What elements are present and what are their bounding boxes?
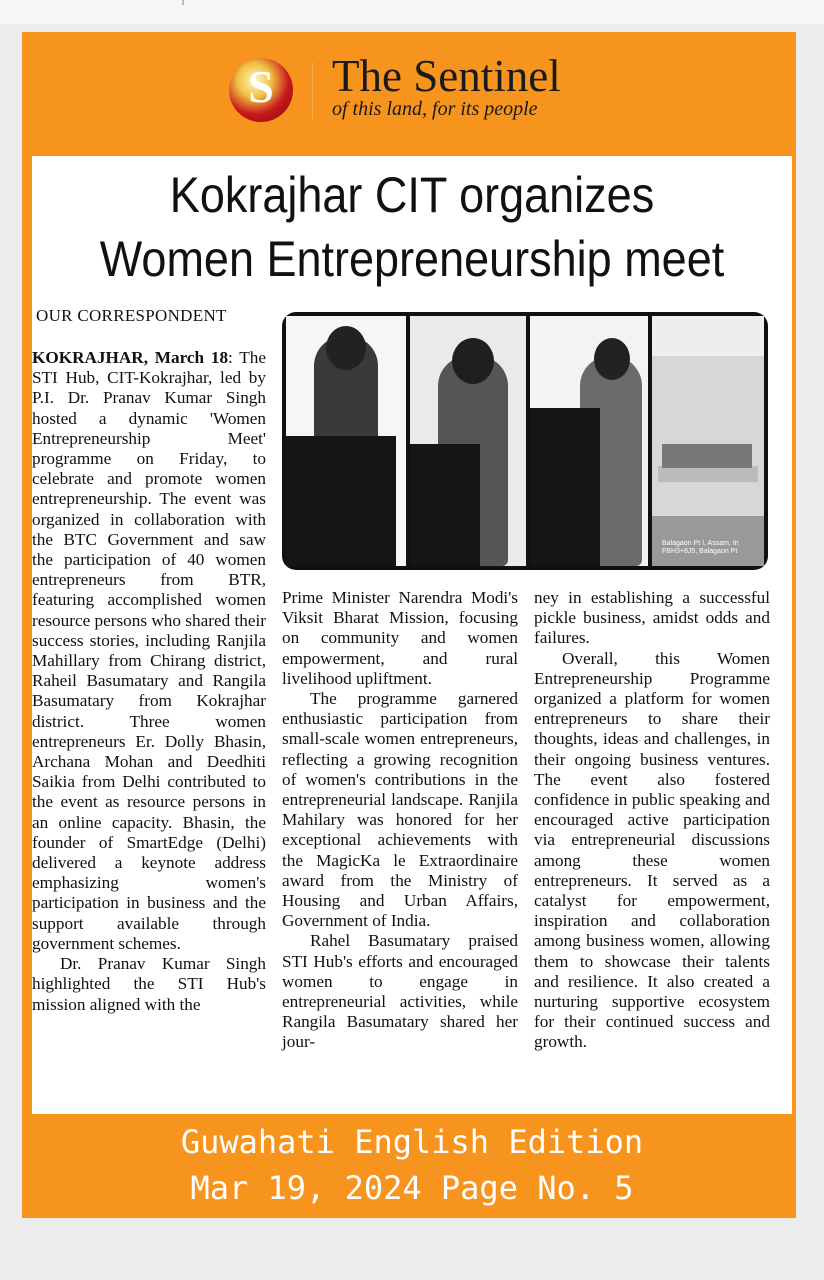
column-1-paragraph-1: : The STI Hub, CIT-Kokrajhar, led by P.I. Dr. Pranav Kumar Singh hosted a dynamic 'Women Entrepreneurship Meet' programme on Friday, to celebrate and promote women entrepreneurship. The event was organized in collaboration with the BTC Government and saw the participation of 40 women entrepreneurs from BTR, featuring accomplished women resource persons who shared their success stories, including Ranjila Mahillary from Chirang district, Raheil Basumatary and Rangila Basumatary from Kokrajhar district. Three women entrepreneurs Er. Dolly Bhasin, Archana Mohan and Deedhiti Saikia from Delhi contributed to the event as resource persons in an online capacity. Bhasin, the founder of SmartEdge (Delhi) delivered a keynote address emphasizing women's participation in business and the support available through government schemes.: [32, 348, 266, 953]
photo-speaker-1: [286, 316, 406, 566]
event-photo-collage: [282, 312, 768, 570]
newspaper-tagline: of this land, for its people: [332, 98, 538, 120]
article-column-3: [534, 588, 770, 1053]
top-status-strip: [0, 0, 824, 24]
dateline: KOKRAJHAR, March 18: [32, 348, 229, 367]
sentinel-logo-icon: S: [229, 58, 293, 122]
headline-line-1: Kokrajhar CIT organizes: [169, 167, 655, 223]
headline-line-2: Women Entrepreneurship meet: [99, 231, 725, 287]
photo-audience: [652, 316, 764, 566]
photo-speaker-2: [410, 316, 526, 566]
column-2-paragraph-1: Prime Minister Narendra Modi's Viksit Bharat Mission, focusing on community and women empowerment, and rural livelihood upliftment.: [282, 588, 518, 688]
edition-name: Guwahati English Edition: [180, 1123, 644, 1161]
column-3-paragraph-2: Overall, this Women Entrepreneurship Programme organized a platform for women entrepreneurs to share their thoughts, ideas and challenges, in their ongoing business ventures. The event also fostered confidence in public speaking and encouraged active participation via entrepreneurial discussions among these women entrepreneurs. It served as a catalyst for empowerment, inspiration and collaboration among business women, allowing them to showcase their talents and resilience. It also created a nurturing supportive ecosystem for their continued success and growth.: [534, 648, 770, 1052]
column-3-paragraph-1: ney in establishing a successful pickle business, amidst odds and failures.: [534, 588, 770, 648]
article-column-2: [282, 588, 518, 1053]
article-page: [32, 156, 792, 1114]
byline: OUR CORRESPONDENT: [36, 306, 227, 325]
article-column-1: [32, 348, 266, 1015]
edition-date-page: Mar 19, 2024 Page No. 5: [190, 1169, 634, 1207]
strip-mark: [182, 0, 184, 5]
column-2-paragraph-3: Rahel Basumatary praised STI Hub's efforts and encouraged women to engage in entrepreneurial activities, while Rangila Basumatary shared her jour-: [282, 931, 518, 1052]
photo-location-caption: Balagaon Pt I, Assam, In FBH3+8J5, Balagaon Pt: [662, 540, 739, 555]
masthead-divider: [312, 62, 313, 120]
column-1-paragraph-2: Dr. Pranav Kumar Singh highlighted the STI Hub's mission aligned with the: [32, 954, 266, 1014]
column-2-paragraph-2: The programme garnered enthusiastic participation from small-scale women entrepreneurs, reflecting a growing recognition of women's contributions in the entrepreneurial landscape. Ranjila Mahilary was honored for her exceptional achievements with the MagicKa le Extraordinaire award from the Ministry of Housing and Urban Affairs, Government of India.: [282, 689, 518, 931]
newspaper-title: The Sentinel: [332, 51, 561, 101]
photo-speaker-3: [530, 316, 648, 566]
